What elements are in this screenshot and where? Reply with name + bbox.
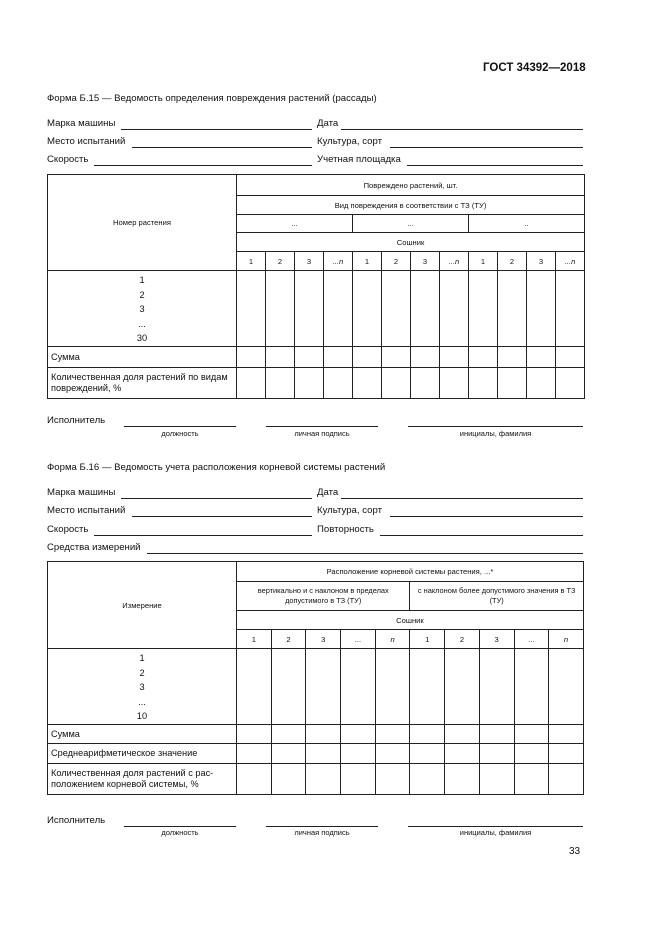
data-cell[interactable]: [382, 368, 411, 399]
form15-col-header: 1: [469, 252, 498, 271]
form15-crop-field[interactable]: [390, 147, 583, 148]
row-number: 3: [139, 682, 145, 692]
data-cell[interactable]: [341, 725, 376, 744]
form16-test-site-field[interactable]: [132, 516, 312, 517]
form15-position-field[interactable]: [124, 426, 236, 427]
data-cell[interactable]: [514, 649, 549, 725]
row-number: 3: [139, 304, 145, 314]
data-cell[interactable]: [237, 347, 266, 368]
form15-signature-field[interactable]: [266, 426, 378, 427]
form15-top-header: Повреждено растений, шт.: [237, 175, 585, 196]
form15-col-header: 2: [498, 252, 527, 271]
data-cell[interactable]: [324, 271, 353, 347]
data-cell[interactable]: [498, 347, 527, 368]
data-cell[interactable]: [514, 744, 549, 764]
row-number: ...: [138, 696, 146, 707]
data-cell[interactable]: [498, 368, 527, 399]
data-cell[interactable]: [498, 271, 527, 347]
data-cell[interactable]: [445, 649, 480, 725]
form16-col-header: 1: [410, 630, 445, 649]
form16-group-1: вертикально и с наклоном в пределах допустимого в ТЗ (ТУ): [237, 582, 410, 611]
row-number: 1: [139, 275, 145, 285]
data-cell[interactable]: [375, 764, 410, 795]
data-cell[interactable]: [410, 649, 445, 725]
form15-col-header: 1: [237, 252, 266, 271]
form15-col-header: 1: [353, 252, 382, 271]
form16-group-2: с наклоном более допустимого значения в ТЗ (ТУ): [410, 582, 583, 611]
form15-sub-header: Вид повреждения в соответствии с ТЗ (ТУ): [237, 196, 585, 215]
data-cell[interactable]: [306, 764, 341, 795]
form16-col-header: 2: [271, 630, 306, 649]
form15-area-field[interactable]: [407, 165, 583, 166]
data-cell[interactable]: [271, 649, 306, 725]
form16-crop-field[interactable]: [390, 516, 583, 517]
data-cell[interactable]: [237, 368, 266, 399]
data-cell[interactable]: [237, 725, 272, 744]
form16-position-caption: должность: [161, 828, 199, 837]
form15-coulter-header: Сошник: [237, 233, 585, 252]
form16-sum-label: Сумма: [48, 725, 237, 744]
form16-executor-label: Исполнитель: [47, 815, 106, 826]
form16-date-field[interactable]: [341, 498, 583, 499]
data-cell[interactable]: [271, 764, 306, 795]
data-cell[interactable]: [527, 368, 556, 399]
data-cell[interactable]: [341, 649, 376, 725]
data-cell[interactable]: [353, 368, 382, 399]
form16-position-field[interactable]: [124, 826, 236, 827]
form16-measure-numbers: [48, 649, 237, 725]
form15-group-2: ...: [353, 215, 469, 233]
form15-position-caption: должность: [161, 429, 199, 438]
form15-name-field[interactable]: [408, 426, 583, 427]
form15-plant-numbers: [48, 271, 237, 347]
standard-code: ГОСТ 34392—2018: [483, 62, 586, 74]
form16-name-caption: инициалы, фамилия: [459, 828, 532, 837]
data-cell[interactable]: [375, 744, 410, 764]
row-number: 10: [136, 711, 148, 721]
data-cell[interactable]: [440, 368, 469, 399]
row-number: 1: [139, 653, 145, 663]
data-cell[interactable]: [445, 764, 480, 795]
data-cell[interactable]: [479, 649, 514, 725]
data-cell[interactable]: [445, 744, 480, 764]
form15-speed-label: Скорость: [47, 154, 89, 165]
form16-date-label: Дата: [317, 487, 339, 498]
form15-col-header: 3: [411, 252, 440, 271]
data-cell[interactable]: [556, 347, 585, 368]
form16-repeat-field[interactable]: [380, 535, 583, 536]
data-cell[interactable]: [411, 271, 440, 347]
data-cell[interactable]: [295, 347, 324, 368]
form16-col-header: 3: [479, 630, 514, 649]
form16-machine-brand-field[interactable]: [121, 498, 312, 499]
row-number: 2: [139, 667, 145, 678]
data-cell[interactable]: [514, 764, 549, 795]
form15-group-3: ..: [469, 215, 585, 233]
form15-name-caption: инициалы, фамилия: [459, 429, 532, 438]
form16-speed-label: Скорость: [47, 524, 89, 535]
data-cell[interactable]: [411, 347, 440, 368]
form15-test-site-field[interactable]: [132, 147, 312, 148]
data-cell[interactable]: [527, 271, 556, 347]
data-cell[interactable]: [266, 271, 295, 347]
form15-col-header: ...n: [556, 252, 585, 271]
form15-date-field[interactable]: [341, 129, 583, 130]
data-cell[interactable]: [479, 725, 514, 744]
form16-mean-label: Среднеарифметическое значение: [48, 744, 237, 764]
form16-table: [47, 561, 584, 795]
data-cell[interactable]: [549, 649, 584, 725]
form16-row-header: Измерение: [48, 562, 237, 649]
form16-col-header: ...: [341, 630, 376, 649]
form16-col-header: n: [375, 630, 410, 649]
data-cell[interactable]: [266, 368, 295, 399]
form16-crop-label: Культура, сорт: [317, 505, 382, 516]
data-cell[interactable]: [549, 744, 584, 764]
form15-title: Форма Б.15 — Ведомость определения повреждения растений (рассады): [47, 93, 377, 104]
data-cell[interactable]: [440, 271, 469, 347]
form15-col-header: ...n: [440, 252, 469, 271]
form15-col-header: 2: [266, 252, 295, 271]
data-cell[interactable]: [271, 744, 306, 764]
data-cell[interactable]: [306, 649, 341, 725]
data-cell[interactable]: [549, 764, 584, 795]
data-cell[interactable]: [469, 271, 498, 347]
form15-date-label: Дата: [317, 118, 339, 129]
form15-crop-label: Культура, сорт: [317, 136, 382, 147]
data-cell[interactable]: [440, 347, 469, 368]
form15-row-header: Номер растения: [48, 175, 237, 271]
data-cell[interactable]: [410, 744, 445, 764]
form16-col-header: 1: [237, 630, 272, 649]
data-cell[interactable]: [237, 764, 272, 795]
form15-table: [47, 174, 585, 399]
data-cell[interactable]: [341, 744, 376, 764]
form15-area-label: Учетная площадка: [317, 154, 401, 165]
form16-test-site-label: Место испытаний: [47, 505, 126, 516]
form16-measuring-field[interactable]: [147, 553, 583, 554]
form16-measuring-label: Средства измерений: [47, 542, 141, 553]
form16-col-header: 2: [445, 630, 480, 649]
form15-signature-caption: личная подпись: [294, 429, 350, 438]
data-cell[interactable]: [549, 725, 584, 744]
data-cell[interactable]: [237, 649, 272, 725]
row-number: 30: [136, 333, 148, 343]
data-cell[interactable]: [445, 725, 480, 744]
data-cell[interactable]: [469, 347, 498, 368]
form15-sum-label: Сумма: [48, 347, 237, 368]
form16-col-header: n: [549, 630, 584, 649]
data-cell[interactable]: [479, 764, 514, 795]
form15-group-1: ...: [237, 215, 353, 233]
data-cell[interactable]: [295, 271, 324, 347]
data-cell[interactable]: [514, 725, 549, 744]
data-cell[interactable]: [237, 271, 266, 347]
data-cell[interactable]: [556, 271, 585, 347]
data-cell[interactable]: [556, 368, 585, 399]
data-cell[interactable]: [353, 271, 382, 347]
form15-test-site-label: Место испытаний: [47, 136, 126, 147]
data-cell[interactable]: [375, 725, 410, 744]
form16-share-label: Количественная доля растений с расположением корневой системы, %: [48, 764, 237, 795]
row-number: ...: [138, 318, 146, 329]
data-cell[interactable]: [411, 368, 440, 399]
form15-executor-label: Исполнитель: [47, 415, 106, 426]
form16-name-field[interactable]: [408, 826, 583, 827]
form15-machine-brand-field[interactable]: [121, 129, 312, 130]
data-cell[interactable]: [306, 744, 341, 764]
data-cell[interactable]: [353, 347, 382, 368]
data-cell[interactable]: [479, 744, 514, 764]
data-cell[interactable]: [271, 725, 306, 744]
data-cell[interactable]: [527, 347, 556, 368]
form16-repeat-label: Повторность: [317, 524, 374, 535]
form15-speed-field[interactable]: [94, 165, 312, 166]
form16-speed-field[interactable]: [94, 535, 312, 536]
form15-col-header: 2: [382, 252, 411, 271]
data-cell[interactable]: [324, 347, 353, 368]
form16-machine-brand-label: Марка машины: [47, 487, 116, 498]
data-cell[interactable]: [382, 271, 411, 347]
form15-col-header: 3: [527, 252, 556, 271]
form15-col-header: 3: [295, 252, 324, 271]
form16-coulter-header: Сошник: [237, 611, 584, 630]
page-number: 33: [569, 846, 581, 857]
form16-col-header: 3: [306, 630, 341, 649]
data-cell[interactable]: [469, 368, 498, 399]
form16-col-header: ...: [514, 630, 549, 649]
form15-share-label: Количественная доля растений по видам повреждений, %: [48, 368, 237, 399]
data-cell[interactable]: [382, 347, 411, 368]
data-cell[interactable]: [410, 725, 445, 744]
data-cell[interactable]: [324, 368, 353, 399]
form16-top-header: Расположение корневой системы растения, ...*: [237, 562, 584, 582]
data-cell[interactable]: [375, 649, 410, 725]
data-cell[interactable]: [341, 764, 376, 795]
data-cell[interactable]: [237, 744, 272, 764]
form15-col-header: ...n: [324, 252, 353, 271]
data-cell[interactable]: [306, 725, 341, 744]
form15-machine-brand-label: Марка машины: [47, 118, 116, 129]
data-cell[interactable]: [266, 347, 295, 368]
form16-signature-caption: личная подпись: [294, 828, 350, 837]
form16-title: Форма Б.16 — Ведомость учета расположения корневой системы растений: [47, 462, 386, 473]
data-cell[interactable]: [410, 764, 445, 795]
form16-signature-field[interactable]: [266, 826, 378, 827]
row-number: 2: [139, 289, 145, 300]
data-cell[interactable]: [295, 368, 324, 399]
